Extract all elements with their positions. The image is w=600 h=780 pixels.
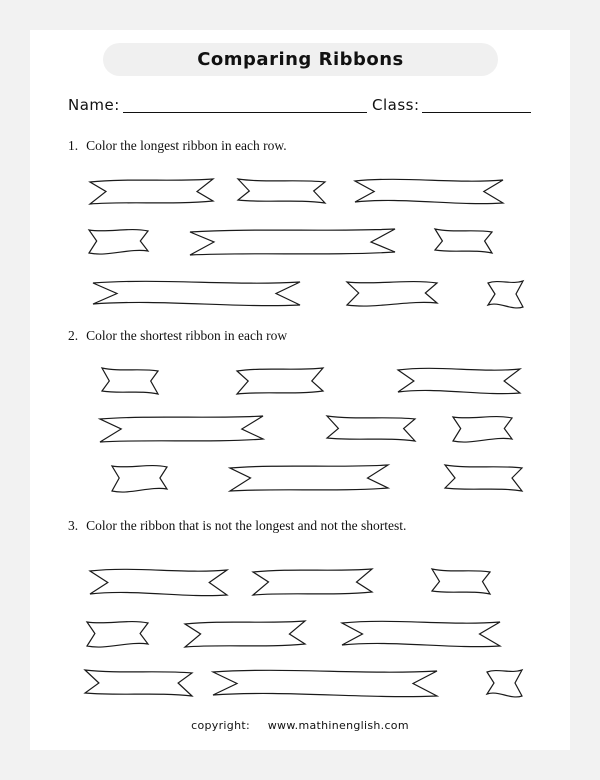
ribbon-shape (347, 282, 437, 306)
ribbon-shape (230, 465, 388, 491)
ribbon-ex1-row2-2[interactable] (187, 224, 398, 260)
ribbon-shape (445, 465, 522, 491)
ribbon-ex1-row1-1[interactable] (87, 174, 216, 209)
ribbon-ex1-row2-1[interactable] (86, 224, 151, 258)
ribbon-shape (453, 417, 512, 442)
ribbon-shape (102, 368, 158, 394)
ribbon-ex3-row1-1[interactable] (87, 564, 230, 601)
ribbon-ex1-row3-1[interactable] (90, 276, 303, 311)
exercise-instruction-text: Color the shortest ribbon in each row (86, 328, 288, 343)
ribbon-ex2-row2-2[interactable] (324, 411, 418, 446)
exercise-instruction-text: Color the ribbon that is not the longest and not the shortest. (86, 518, 407, 533)
ribbon-ex2-row2-3[interactable] (450, 411, 515, 446)
ribbon-shape (93, 281, 300, 305)
ribbon-shape (435, 229, 492, 253)
exercise-3-instruction (68, 518, 406, 534)
ribbon-shape (112, 466, 167, 492)
exercise-number: 1. (68, 138, 79, 153)
exercise-number: 2. (68, 328, 79, 343)
ribbon-ex2-row1-1[interactable] (99, 363, 161, 399)
ribbon-ex3-row2-3[interactable] (339, 616, 503, 652)
ribbon-shape (185, 621, 305, 647)
ribbon-shape (190, 229, 395, 255)
copyright-label: copyright: (191, 719, 250, 732)
ribbon-ex3-row1-2[interactable] (250, 564, 375, 600)
class-input-line[interactable] (422, 111, 531, 113)
ribbon-ex3-row3-2[interactable] (210, 665, 440, 702)
ribbon-shape (342, 621, 500, 646)
exercise-2-instruction (68, 328, 287, 344)
exercise-1-instruction (68, 138, 287, 154)
ribbon-shape (432, 569, 490, 594)
ribbon-shape (487, 670, 522, 697)
ribbon-ex2-row1-2[interactable] (234, 363, 326, 399)
ribbon-ex2-row3-1[interactable] (109, 460, 170, 496)
ribbon-shape (253, 569, 372, 595)
ribbon-ex1-row2-3[interactable] (432, 224, 495, 258)
ribbon-ex3-row1-3[interactable] (429, 564, 493, 599)
ribbon-shape (90, 179, 213, 204)
ribbon-shape (100, 416, 263, 442)
ribbon-ex3-row2-1[interactable] (84, 616, 151, 651)
exercise-instruction-text: Color the longest ribbon in each row. (86, 138, 287, 153)
class-label: Class: (372, 96, 420, 114)
ribbon-ex1-row1-3[interactable] (352, 174, 506, 209)
ribbon-shape (238, 179, 325, 203)
ribbon-shape (327, 416, 415, 441)
page-title: Comparing Ribbons (197, 49, 404, 70)
ribbon-shape (355, 179, 503, 203)
ribbon-shape (398, 368, 520, 393)
ribbon-ex3-row2-2[interactable] (182, 616, 308, 652)
ribbon-shape (213, 670, 437, 696)
website-url[interactable]: www.mathinenglish.com (267, 719, 409, 732)
exercise-number: 3. (68, 518, 79, 533)
ribbon-ex1-row3-3[interactable] (485, 276, 526, 312)
title-banner (103, 43, 498, 76)
ribbon-ex2-row3-3[interactable] (442, 460, 525, 496)
ribbon-ex1-row3-2[interactable] (344, 276, 440, 310)
ribbon-ex3-row3-3[interactable] (484, 665, 525, 701)
worksheet-page (30, 30, 570, 750)
name-label: Name: (68, 96, 120, 114)
ribbon-ex2-row1-3[interactable] (395, 363, 523, 399)
ribbon-ex2-row3-2[interactable] (227, 460, 391, 496)
ribbon-shape (87, 622, 148, 647)
ribbon-shape (89, 230, 148, 254)
ribbon-shape (237, 368, 323, 394)
ribbon-ex1-row1-2[interactable] (235, 174, 328, 208)
ribbon-ex2-row2-1[interactable] (97, 411, 266, 447)
ribbon-shape (488, 281, 523, 308)
name-input-line[interactable] (123, 111, 367, 113)
ribbon-shape (85, 670, 192, 696)
ribbon-ex3-row3-1[interactable] (82, 665, 195, 701)
footer (30, 719, 570, 732)
ribbon-shape (90, 569, 227, 595)
